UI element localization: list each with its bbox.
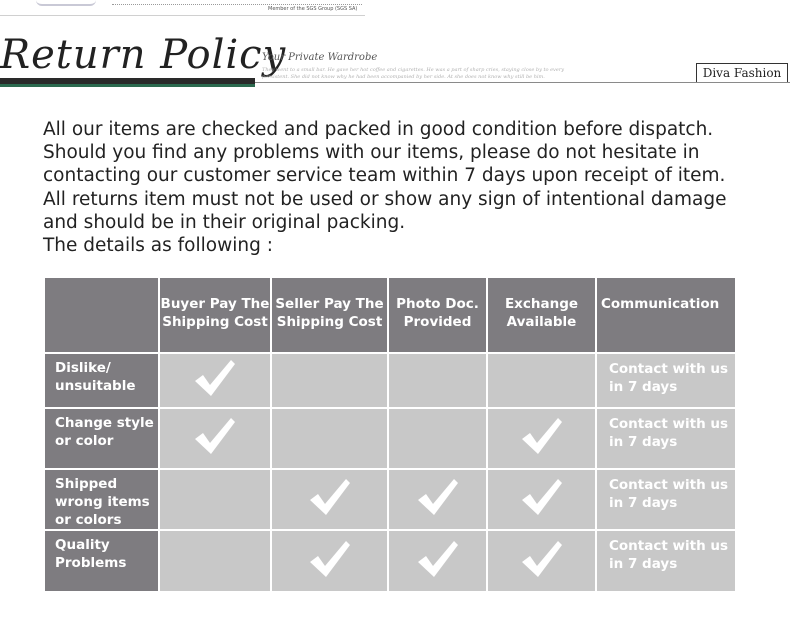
cell-buyer-pay (159, 408, 271, 469)
checkmark-icon (520, 416, 564, 456)
checkmark-icon (193, 358, 237, 398)
intro-line: All our items are checked and packed in good condition before dispatch. (43, 119, 714, 140)
table-row (44, 408, 736, 469)
cell-seller-pay (271, 353, 388, 408)
divider (0, 15, 365, 16)
table-row (44, 469, 736, 530)
brand-logo: Diva Fashion (696, 63, 788, 83)
title-underline-accent (0, 84, 255, 87)
faint-tagline-line: persistent. She did not know why he had been accompanied by her side. At she does not know why still be him. (262, 74, 545, 80)
checkmark-icon (520, 477, 564, 517)
table-row (44, 353, 736, 408)
intro-line: Should you find any problems with our items, please do not hesitate in (43, 142, 700, 164)
table-row (44, 530, 736, 592)
header-cell-empty (44, 277, 159, 353)
checkmark-icon (416, 477, 460, 517)
cell-photo-doc (388, 530, 487, 592)
cell-communication: Contact with us in 7 days (596, 408, 736, 469)
checkmark-icon (308, 477, 352, 517)
intro-line: The details as following : (43, 235, 273, 257)
page-title: Return Policy (0, 32, 287, 78)
tiny-text-row (112, 0, 362, 5)
faint-tagline (262, 67, 592, 81)
cell-buyer-pay (159, 469, 271, 530)
cell-buyer-pay (159, 353, 271, 408)
intro-text (43, 118, 783, 257)
intro-line: contacting our customer service team within 7 days upon receipt of item. (43, 165, 726, 187)
row-label: Dislike/ unsuitable (44, 353, 159, 408)
cell-seller-pay (271, 469, 388, 530)
checkmark-icon (193, 416, 237, 456)
cell-communication: Contact with us in 7 days (596, 469, 736, 530)
faint-tagline-line: They went to a small bar. He gave her hot coffee and cigarettes. He was a part of sharp cries, staying close by to every (262, 67, 565, 73)
cell-exchange (487, 408, 596, 469)
header-cell-communication: Communication (596, 277, 736, 353)
row-label: Change style or color (44, 408, 159, 469)
cell-photo-doc (388, 408, 487, 469)
table-header-row (44, 277, 736, 353)
row-label: Shipped wrong items or colors (44, 469, 159, 530)
cell-exchange (487, 469, 596, 530)
row-label: Quality Problems (44, 530, 159, 592)
cell-photo-doc (388, 353, 487, 408)
cell-buyer-pay (159, 530, 271, 592)
header-cell-exchange: Exchange Available (487, 277, 596, 353)
intro-line: All returns item must not be used or show any sign of intentional damage (43, 188, 727, 210)
logo-fragment (36, 0, 96, 6)
checkmark-icon (520, 539, 564, 579)
checkmark-icon (416, 539, 460, 579)
cell-seller-pay (271, 530, 388, 592)
top-strip (0, 0, 800, 22)
header-cell-photo-doc: Photo Doc. Provided (388, 277, 487, 353)
cell-exchange (487, 353, 596, 408)
page-subtitle: Your Private Wardrobe (262, 52, 378, 63)
cell-seller-pay (271, 408, 388, 469)
header-cell-seller-pay: Seller Pay The Shipping Cost (271, 277, 388, 353)
cell-photo-doc (388, 469, 487, 530)
cell-communication: Contact with us in 7 days (596, 353, 736, 408)
return-policy-table (43, 276, 737, 593)
cell-communication: Contact with us in 7 days (596, 530, 736, 592)
header (0, 28, 800, 88)
intro-line: and should be in their original packing. (43, 211, 406, 233)
sgs-caption: Member of the SGS Group (SGS SA) (268, 6, 358, 12)
header-rule (255, 82, 790, 83)
cell-exchange (487, 530, 596, 592)
checkmark-icon (308, 539, 352, 579)
header-cell-buyer-pay: Buyer Pay The Shipping Cost (159, 277, 271, 353)
